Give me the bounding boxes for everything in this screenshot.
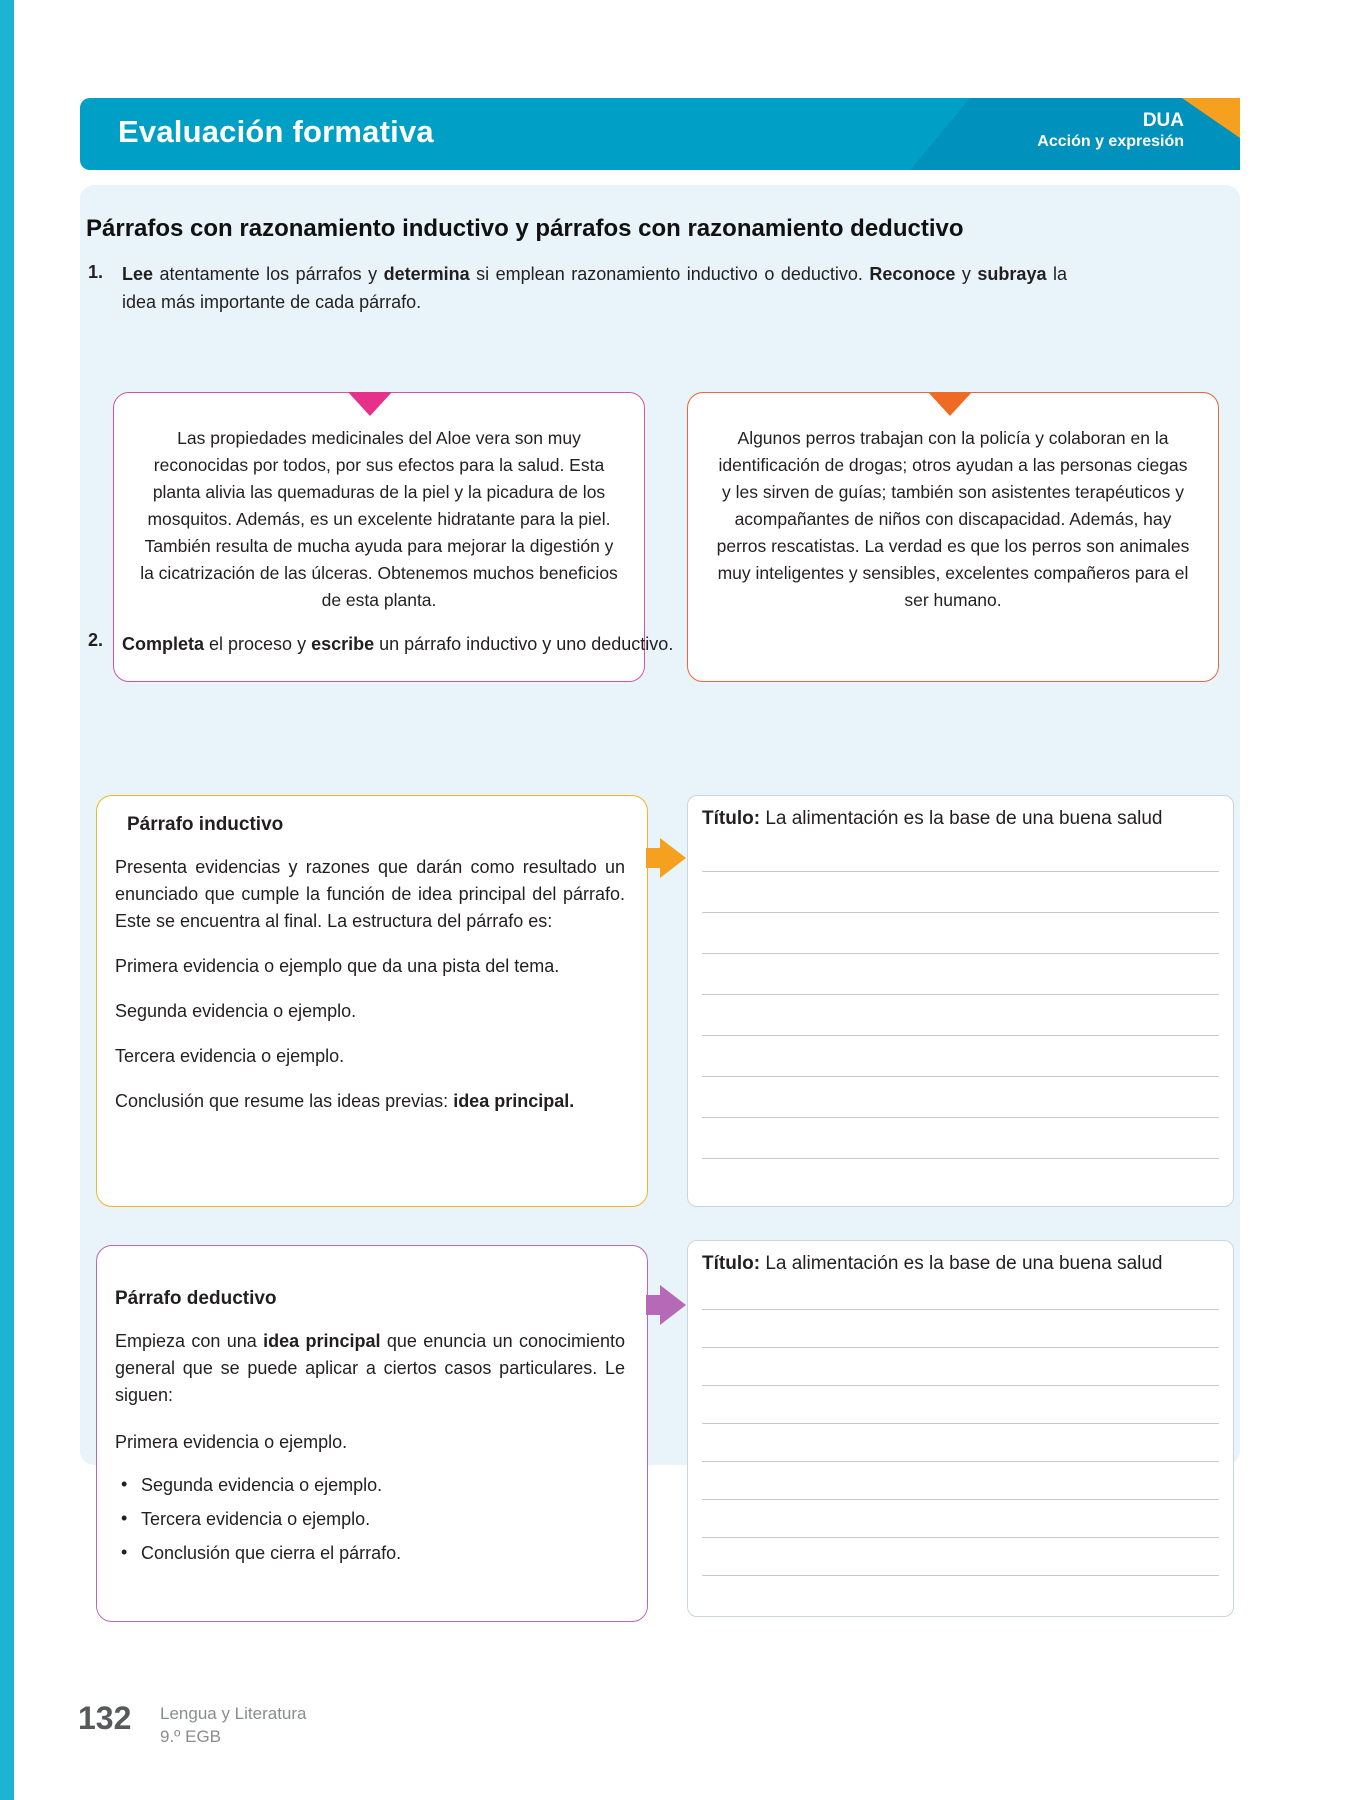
writing-box-deductive[interactable] <box>687 1240 1234 1617</box>
structure-box-inductive <box>96 795 648 1207</box>
writing-box-deductive-value[interactable]: La alimentación es la base de una buena salud <box>765 1253 1163 1274</box>
write-line[interactable] <box>702 1385 1219 1386</box>
header-title: Evaluación formativa <box>118 114 434 149</box>
write-line[interactable] <box>702 994 1219 995</box>
structure-box-deductive <box>96 1245 648 1622</box>
inductive-paragraph-2: Primera evidencia o ejemplo que da una pista del tema. <box>115 956 560 976</box>
write-line[interactable] <box>702 1309 1219 1310</box>
deductive-paragraph-1: Empieza con una idea principal que enuncia un conocimiento general que se puede aplicar a ciertos casos particulares. Le siguen: <box>115 1331 625 1405</box>
dua-badge <box>1037 110 1184 152</box>
deductive-paragraph-2: Primera evidencia o ejemplo. <box>115 1432 348 1452</box>
dua-subtitle: Acción y expresión <box>1037 133 1184 150</box>
footer-grade: 9.º EGB <box>160 1727 222 1746</box>
write-line[interactable] <box>702 1117 1219 1118</box>
write-line[interactable] <box>702 1499 1219 1500</box>
activity-1-number: 1. <box>88 262 104 282</box>
deductive-bullet-list <box>115 1468 625 1570</box>
writing-box-deductive-label: Título: <box>702 1253 761 1274</box>
write-line[interactable] <box>702 1423 1219 1424</box>
writing-box-inductive-value[interactable]: La alimentación es la base de una buena salud <box>765 808 1163 829</box>
section-title: Párrafos con razonamiento inductivo y párrafos con razonamiento deductivo <box>86 215 964 242</box>
writing-box-deductive-title <box>702 1253 1163 1275</box>
paragraph-card-deductive-text: Algunos perros trabajan con la policía y colaboran en la identificación de drogas; otros ayudan a las personas ciegas y les sirven de guías; también son asistentes terapéuticos y acompañantes de niños con discapacidad. Además, hay perros rescatistas. La verdad es que los perros son animales muy inteligentes y sensibles, excelentes compañeros para el ser humano. <box>716 428 1190 610</box>
paragraph-card-inductive-text: Las propiedades medicinales del Aloe vera son muy reconocidas por todos, por sus efectos para la salud. Esta planta alivia las quemaduras de la piel y la picadura de los mosquitos. Además, es un excelente hidratante para la piel. También resulta de mucha ayuda para mejorar la digestión y la cicatrización de las úlceras. Obtenemos muchos beneficios de esta planta. <box>140 428 618 610</box>
triangle-marker-orange-icon <box>928 392 972 416</box>
inductive-paragraph-5: Conclusión que resume las ideas previas: idea principal. <box>115 1091 575 1111</box>
write-line[interactable] <box>702 871 1219 872</box>
activity-1-instruction: Lee atentamente los párrafos y determina si emplean razonamiento inductivo o deductivo. Reconoce y subraya la idea más importante de cada párrafo. <box>122 264 1067 312</box>
write-line[interactable] <box>702 1076 1219 1077</box>
paragraph-card-deductive <box>687 392 1219 682</box>
write-line[interactable] <box>702 1035 1219 1036</box>
arrow-deductive-icon <box>660 1285 686 1325</box>
writing-box-inductive[interactable] <box>687 795 1234 1207</box>
write-line[interactable] <box>702 1575 1219 1576</box>
arrow-inductive-icon <box>660 838 686 878</box>
activity-2-number: 2. <box>88 630 104 650</box>
left-edge-bar <box>0 0 14 1800</box>
write-line[interactable] <box>702 912 1219 913</box>
write-line[interactable] <box>702 953 1219 954</box>
page-number: 132 <box>78 1700 132 1736</box>
dua-title: DUA <box>1142 110 1184 131</box>
write-line[interactable] <box>702 1347 1219 1348</box>
write-line[interactable] <box>702 1158 1219 1159</box>
triangle-marker-pink-icon <box>348 392 392 416</box>
inductive-paragraph-3: Segunda evidencia o ejemplo. <box>115 1001 357 1021</box>
inductive-paragraph-4: Tercera evidencia o ejemplo. <box>115 1046 345 1066</box>
footer-subject <box>160 1702 307 1748</box>
write-line[interactable] <box>702 1461 1219 1462</box>
list-item: • Tercera evidencia o ejemplo. <box>115 1502 625 1536</box>
activity-2-instruction: Completa el proceso y escribe un párrafo inductivo y uno deductivo. <box>122 634 674 654</box>
write-line[interactable] <box>702 1537 1219 1538</box>
page-header <box>80 98 1240 170</box>
list-item: • Conclusión que cierra el párrafo. <box>115 1536 625 1570</box>
inductive-paragraph-1: Presenta evidencias y razones que darán como resultado un enunciado que cumple la función de idea principal del párrafo. Este se encuentra al final. La estructura del párrafo es: <box>115 857 625 931</box>
footer-subject-name: Lengua y Literatura <box>160 1704 307 1723</box>
writing-box-inductive-title <box>702 808 1163 830</box>
writing-box-inductive-label: Título: <box>702 808 761 829</box>
structure-box-deductive-heading: Párrafo deductivo <box>115 1288 277 1309</box>
list-item: • Segunda evidencia o ejemplo. <box>115 1468 625 1502</box>
structure-box-inductive-heading: Párrafo inductivo <box>127 814 284 835</box>
